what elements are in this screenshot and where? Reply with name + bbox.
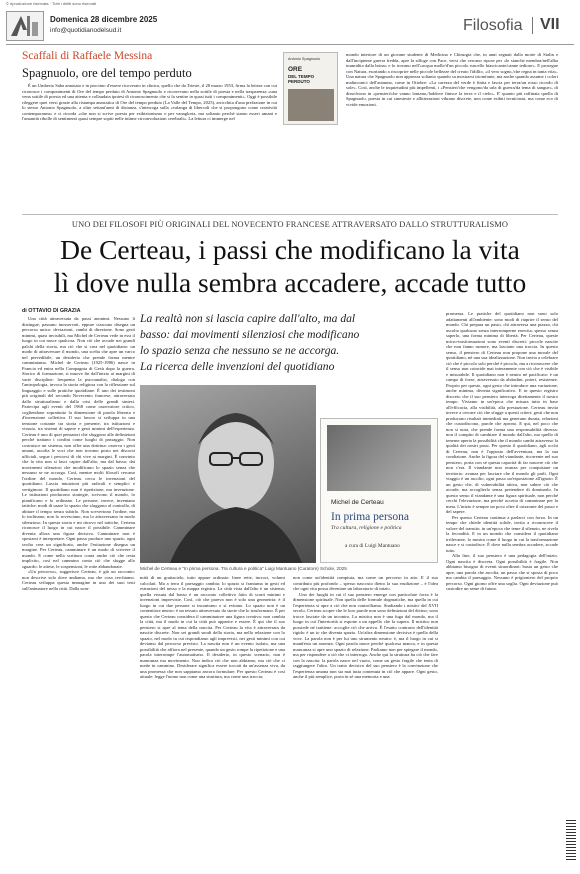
newspaper-logo <box>6 11 44 41</box>
barcode-icon <box>566 820 576 860</box>
box-column-3: mondo interiore di un giovane studente di Medicina e Chirurgia che, in anni segnati dalla morte di Stalin e dall'incipiente guerra fredda, apre la silloge con Pace, versi che cercano ripose per «le stanche membra/nell'alba inumidita dalla brina» e lo trovano nell'«acqua molle/d'un piccolo ruscello biascicante/canne tediose». E prosegue con Natura, esortando a riscoprire nelle piccole bellezze del creato l'idillio, «il vero sogno,/che regna in tanta vita». Una natura che Spagnuolo non apprezza soltanto quando sa mostrarsi triomfante, ma anche quando assume i colori malinconici dell'autunno, come in Ottobre: «La carezza del verde è finita e lascia per terra/un rosso ricordo di sole». Così, anche le inquietudini più impellenti, i «Pensieri/che vengono/da urla di guerra/da tema di sangue», di dissolvono in «pensieri/che vanno lontano,/laddove finisce la terra e il cielo». E' quanto più raffinata quella di Spagnuolo, poesia in cui sinestesie e allitterazioni vibrano discrete, non come esibiti tecnicismi, ma come eco di vivide emozioni. <box>346 52 558 107</box>
cover-author: Antonio Spagnuolo <box>288 57 321 61</box>
portrait-icon <box>140 385 316 563</box>
article-paragraph: non come un'identità compiuta, ma come un percorso in atto. E il suo contributo più profondo – spesso nascosto dietro la sua erudizione – è l'idea che ogni vita possa diventare un laboratorio di inizio. <box>293 575 438 591</box>
cover-title-1: ORE <box>288 66 303 73</box>
article-paragraph: promessa. Le pratiche del quotidiano non sono solo adattamenti all'ambiente: sono modi di riaprire il senso del mondo. Chi prepara un pasto, chi attraversa una piazza, chi ascolta qualcuno senza interromperne esercita, spesso senza saperlo, una forma minima di libertà. Per Certeau, queste micro-trasformazioni sono eventi discreti: piccole nascite che non fanno rumore, ma lasciano una traccia. In questo senso, il pensiero di Certeau non propone una morale del quotidiano, né una sua idealizzazione. Non invita a celebrare ciò che è piccolo solo perché è piccolo, ma a riconoscere che il senso non coincide mai interamente con ciò che è visibile e misurabile. Il quotidiano non è neutro né pacificato: è un campo di forze, attraversato da abitudini, poteri, resistenze. Proprio per questo, ogni gesto che introduce una variazione, anche minima, diventa significativo. E in questo registro discreto che il suo pensiero interroga direttamente il nostro tempo. Viviamo in un'epoca che misura tutto in base all'efficacia, alla visibilità, alla prestazione. Certeau invita invece a cercare ciò che sfugge a questi criteri: gesti che non producono risultati immediati ma generano durata, relazioni che custodiscono, parole che aprono. E qui, nel poco che non si nota, che prende forma una responsabilità diversa: non il compito di cambiare il mondo dall'alto, ma quello di tenerne aperta la possibilità che il mondo cambi attraverso la qualità dei nostri passi. Per questo il quotidiano, agli occhi di Certeau, non è l'opposto dell'avventura, ma la sua condizione. Anche la figura del viandante, ricorrente nel suo pensiero, porta con sé questa capacità di far nascere ciò che non c'era. Il viandante non avanza per conquistare un territorio: avanza per lasciare che il mondo gli parli. Ogni viaggio è un ascolto, ogni passo un'esposizione all'ignoto. È un gesto che, di vulnerabilità attiva, non subire ciò che accade, ma accoglierlo senza pretendere di dominarlo. In questo senso il viandante è una figura spirituale, non perché cerchi l'elevazione, ma perché accetta di camminare per la meta. L'inizio è sempre un poco oltre il orizzonte del passo e del sapere. <box>446 311 558 514</box>
masthead-rule <box>6 44 574 45</box>
logo-icon <box>7 12 43 40</box>
section-name: Filosofia <box>463 17 523 34</box>
overline: UNO DEI FILOSOFI PIÙ ORIGINALI DEL NOVECENTO FRANCESE ATTRAVERSATO DALLO STRUTTURALISMO <box>71 220 509 229</box>
article-paragraph: Per questo Certeau continua a parlarci con forza. In un tempo che chiede identità solide, invita a riconoscere il valore del transito; in un'epoca che teme il silenzio, ne rivela la fecondità. E in un mondo che considera il quotidiano irrilevante, lo mostra come il luogo in cui la trasformazione nasce e si custodisce. È dove nulla sembra accadere, accade tutto. <box>446 514 558 553</box>
author-photo <box>140 385 316 563</box>
article-column-4 <box>446 311 558 837</box>
article-paragraph: Una città attraversata da passi anonimi. Nessuno li distingue, passano inosservati, eppure ciascuno disegna un percorso unico: deviazioni, cambi di direzione. Sono gesti minimi, quasi invisibili, ma Michel de Certeau vede in essi il luogo in cui nasce qualcosa. Non ciò che accade nei grandi palchi della storia, ma ciò che si crea nel quotidiano: un modo di attraversare il mondo, una scelta che apre un varco nel prevedibile, un desiderio che prende forma mentre camminiamo. Michel de Certeau (1925-1986) nasce in Francia ed entra nella Compagnia di Gesù dopo la guerra. Storico di formazione, si muove fin dall'inizio ai margini di varie discipline: frequenta la psicoanalisi, dialoga con l'antropologia, invoca la storia religiosa con la riflessione sul linguaggio e sulle pratiche quotidiane. È uno dei testimoni più originali del secondo Novecento francese, attraversato dallo strutturalismo e dalla crisi delle grandi sintesi. Partecipa agli eventi del 1968 come osservatore critico, cogliendone soprattutto la dimensione di parola liberata e d'invenzione collettiva. Il suo lavoro si sviluppa in una tensione costante tra storia e presente, tra istituzioni e vissuto, tra sistemi di sapere e gesti minimi dell'esperienza. Certeau è uno di quei pensatori che sfuggono alle definizioni perché trattano i confini come luoghi di passaggio. Non costruisce un sistema, non offre una dottrina: osserva i gesti umani, ascolta le voci che non trovano posto nei discorsi ufficiali, segue i percorsi di chi vive ai margini. È convinto che la vita non si lasci capire dall'alto, ma dal basso; dai movimenti silenziosi che modificano lo spazio senza che nessuno se ne accorga. Così, mentre molti filosofi cercano l'ordine del mondo, Certeau cerca le invenzioni del quotidiano. Lascia intuizioni più radicali e semplici e vertiginose. Il quotidiano non è ripetizione, ma invenzione. Le istituzioni producono strategie, scrivono il mondo, lo pianificano e lo ordinano. Le persone, invece, inventano tattiche: modi di usare lo spazio che sfuggono al controllo, di abitare il tempo senza subirlo. Non sovvertono l'ordine, ma lo inclinano; non lo rovesciano, ma lo attraversano in modo silenzioso. In questa storia e mi ritrovo nel tattiche, Certeau riconosce il luogo in cui nasce il possibile. Camminare diventa allora una figura decisiva. Camminare non è spostarsi è interpretare. Ogni passo produce uno spazio, ogni svolta crea un significato, anche l'esitazione disegna un margine. Per Certeau, camminare è un modo di scrivere il mondo. E come nella scrittura conta anche ciò che resta implicito, così nel cammino conta ciò che sfugge allo sguardo: le attese, le sospensioni, le rotte abbandonate. <box>22 316 135 569</box>
cover-author: Michel de Certeau <box>331 499 384 506</box>
cover-editor: a cura di Luigi Mantuano <box>345 543 400 549</box>
rubric: Scaffali di Raffaele Messina <box>22 50 153 62</box>
photo-caption: Michel de Certeau e "In prima persona. Tra cultura e politica" Luigi Mantuano (Curatore) Schole, 2025 <box>140 566 347 571</box>
box-headline: Spagnuolo, ore del tempo perduto <box>22 66 192 80</box>
article-column-1 <box>22 316 135 837</box>
box-column-1: È un Umberto Saba annoiato e in procinto d'essere ricoverato in clinica, quello che da Trieste, il 28 marzo 1953, firma la lettera con cui riconosce i componimenti di Ore del tempo perduto di Antonio Spagnuolo e ricorrevano nella sottile di poesia e nella trasparenza «una vena sottile di poesia ed una attenta e collaudata ipotesi di riconoscimento che si fa sentire in quasi tutti i componimenti». Oggi è possibile rileggere quei versi grazie alla ristampa anastatica di Ore del tempo perduto (La Valle del Tempo, 2025), arricchita d'una prefazione in cui lo stesso Antonio Spagnuolo, a oltre settant'anni di distanza, s'interroga sulla «valanga di libercoli che si propongono come creatività contemporanea» e ci ricorda «che non si scrive poesia per esibizionismo o per vanagloria, ma soltanto perché siamo esseri umani e l'umanità ribolle di sentimenti quasi sempre sopiti nelle intime circonvoluzioni cerebrali». La lettura ci immerge nel <box>22 83 277 121</box>
masthead-date: Domenica 28 dicembre 2025 <box>50 15 158 24</box>
subtitle-line: lo spazio senza che nessuno se ne accorga. <box>140 344 340 357</box>
article-paragraph: Alla fine, il suo pensiero è una pedagogia dell'inizio. Ogni nascita è discreta. Ogni possibilità è fragile. Non abbiamo bisogno di eventi straordinari: basta un gesto che apre, una parola che ascolta, un passo che si sposta di poco ma cambia il paesaggio. Nessuno è prigioniero del proprio percorso. Ogni giorno offre una soglia. Ogni deviazione può custodire un seme di futuro. <box>446 553 558 591</box>
article-paragraph: «Un percorso», suggerisce Certeau, è già un racconto: non descrive solo dove andiamo, ma che cosa cerchiamo. Certeau sviluppa questa immagine in uno dei suoi testi sull'animatore nella città. Dalla som- <box>22 569 135 591</box>
top-notice: © riproduzione riservata · Tutti i diritti sono riservati <box>6 1 97 6</box>
subtitle-line: La ricerca delle invenzioni del quotidiano <box>140 360 335 373</box>
subtitle-line: La realtà non si lascia capire dall'alto, ma dal <box>140 312 356 325</box>
article-column-3 <box>293 575 438 837</box>
cover-image <box>327 425 431 491</box>
byline: di OTTAVIO DI GRAZIA <box>22 308 81 314</box>
article-column-2: mità di un grattacielo, tutto appare ordinato: linee rette, incroci, volumi calcolati. Ma a terra il paesaggio cambia: lo spazio si frantuma in gesti ed estrazioni del nesso e la mappa registra. La città vista dall'alto è un sistema; quella vissuta dal basso è un racconto collettivo fatto di scarti minimi e invenzioni impreviste. Così, ciò che pareva non è solo una geometria: è il luogo in cui due persone si incontrano o si evitano. Lo spazio non è un contenitore neutro: è un tessuto attraversato da storie che lo trasformano. È per questo che Certeau considera il camminatore una figura creativa: non cambia la città, ma il modo in cui la città può apparire e essere. È qui che il suo pensiero si apre al tema della nascita. Per Certeau la vita è attraversata da nascite discrete. Non sei grandi snodi della storia, ma nella relazione con lo spazio, nel modo in cui rispondiamo agli imprevisti, nei gesti minimi con cui deviamo dal percorso previsto. La nascita non è un evento isolato, ma una possibilità che affiora nel presente, quando un gesto rompe la ripetizione e una parola interrompe l'automatismo. Il desiderio, in questo scenario, non è mancanza ma movimento. Non indica ciò che non abbiamo, ma ciò che ci mette in cammino. Desiderare significa essere toccati da un'assenza viva, da una promessa che non sappiamo ancora formulare. Per questo Certeau è così attuale: legge l'uomo non come una struttura, ma come una traccia; <box>140 575 285 679</box>
cover-subtitle: Tra cultura, religione e politica <box>331 525 402 531</box>
masthead-email[interactable]: info@quotidianodelsud.it <box>50 27 122 34</box>
page-number: VII <box>540 16 560 33</box>
masthead-separator <box>532 17 533 34</box>
book-cover-in-prima-persona <box>320 418 438 563</box>
subtitle-line: basso: dai movimenti silenziosi che modificano <box>140 328 360 341</box>
cover-image <box>288 89 334 121</box>
article-subtitle <box>140 311 440 375</box>
article-title-line-1: De Certeau, i passi che modificano la vita <box>60 234 520 265</box>
book-cover-spagnuolo <box>283 52 338 125</box>
cover-title: In prima persona <box>331 511 409 523</box>
overline-rule <box>22 214 558 215</box>
article-paragraph: Uno dei luoghi in cui il suo pensiero emerge con particolare forza è la dimensione spirituale. Non quella delle formule dogmatiche, ma quella in cui l'esperienza si apre a ciò che non controlliamo. Studiando i mistici del XVII secolo, Certeau scopre che le loro parole non sono definizioni del divino; sono tracce lasciate da un incontro. La mistica non è una fuga dal mondo, ma il luogo in cui l'interiorità si espone a un appello che la supera. Il mistico non possiede né trattiene: accoglie ciò che arriva. È l'esatto contrario dell'identità rigida: è un io che diventa spazio. Un'altra dimensione decisiva è quella della voce. La parola non è per lui uno strumento neutro: è, ma il luogo in cui si manifesta un assenza. Ogni parola nasce perché qualcosa manca, e in questa mancanza si apre uno spazio di relazione. Parliamo non per spiegare il mondo, ma per rispondere a ciò che ci interroga. Anche qui la struttura ha ciò che fare con la nascita: la parola nasce nel vuoto, come un gesto fragile che tenta di raggiungere l'altro. Un tratto decisivo del suo pensiero è la convinzione che l'esperienza umana non sia mai tutta contenuta in ciò che appare. Ogni gesto, anche il più semplice, porta in sé una memoria e una <box>293 591 438 679</box>
article-title-line-2: lì dove nulla sembra accadere, accade tutto <box>53 267 527 298</box>
cover-title-2: DEL TEMPO PERDUTO <box>288 74 315 84</box>
